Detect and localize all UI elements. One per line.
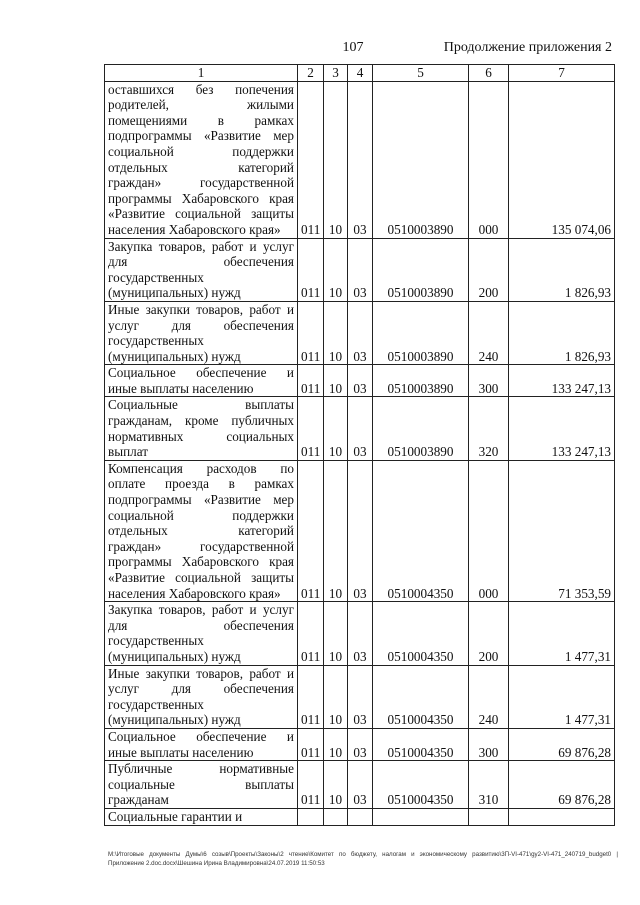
description-line: Публичные нормативные [108, 761, 294, 777]
description-line: населения Хабаровского края» [108, 585, 281, 601]
table-row [105, 81, 615, 238]
amount [509, 808, 615, 825]
amount: 1 826,93 [509, 238, 615, 301]
description-line: выплат [108, 444, 149, 460]
expense-type-code: 300 [469, 728, 509, 760]
amount: 71 353,59 [509, 460, 615, 601]
description-line: государственных [108, 333, 204, 349]
description-line: гражданам [108, 792, 169, 808]
table-row [105, 665, 615, 728]
row-description [105, 301, 298, 364]
description-line: (муниципальных) нужд [108, 285, 241, 301]
row-description [105, 397, 298, 460]
description-line: подпрограммы «Развитие мер [108, 128, 294, 144]
table-row [105, 602, 615, 665]
expense-type-code: 240 [469, 665, 509, 728]
row-description [105, 665, 298, 728]
description-line: государственных [108, 269, 204, 285]
target-article-code: 0510004350 [373, 761, 469, 809]
subsection-code: 03 [348, 365, 373, 397]
page-number: 107 [342, 40, 364, 55]
description-line: граждан» государственной [108, 538, 294, 554]
section-code: 10 [324, 602, 348, 665]
table-row [105, 808, 615, 825]
expense-type-code [469, 808, 509, 825]
row-description [105, 728, 298, 760]
ministry-code: 011 [298, 238, 324, 301]
column-header: 7 [509, 65, 615, 82]
description-line: Социальные выплаты [108, 397, 294, 413]
description-line: для обеспечения [108, 617, 294, 633]
description-line: Компенсация расходов по [108, 460, 294, 476]
description-line: родителей, жилыми [108, 97, 294, 113]
expense-type-code: 200 [469, 602, 509, 665]
amount: 1 826,93 [509, 301, 615, 364]
ministry-code [298, 808, 324, 825]
amount: 69 876,28 [509, 728, 615, 760]
ministry-code: 011 [298, 301, 324, 364]
amount: 69 876,28 [509, 761, 615, 809]
table-row [105, 761, 615, 809]
ministry-code: 011 [298, 460, 324, 601]
column-header: 3 [324, 65, 348, 82]
section-code: 10 [324, 301, 348, 364]
row-description [105, 460, 298, 601]
target-article-code: 0510003890 [373, 365, 469, 397]
subsection-code: 03 [348, 397, 373, 460]
subsection-code [348, 808, 373, 825]
description-line: Иные закупки товаров, работ и [108, 665, 294, 681]
table-body [105, 81, 615, 825]
subsection-code: 03 [348, 238, 373, 301]
description-line: Закупка товаров, работ и услуг [108, 602, 294, 618]
description-line: гражданам, кроме публичных [108, 413, 294, 429]
column-header: 5 [373, 65, 469, 82]
description-line: программы Хабаровского края [108, 190, 294, 206]
description-line: Социальные гарантии и [108, 808, 243, 824]
header-row [105, 65, 615, 82]
description-line: населения Хабаровского края» [108, 221, 281, 237]
expense-type-code: 000 [469, 460, 509, 601]
amount: 133 247,13 [509, 365, 615, 397]
subsection-code: 03 [348, 728, 373, 760]
description-line: отдельных категорий [108, 159, 294, 175]
appendix-note: Продолжение приложения 2 [443, 40, 612, 55]
target-article-code: 0510003890 [373, 238, 469, 301]
budget-table [104, 64, 615, 826]
amount: 1 477,31 [509, 665, 615, 728]
description-line: услуг для обеспечения [108, 681, 294, 697]
target-article-code [373, 808, 469, 825]
description-line: государственных [108, 696, 204, 712]
description-line: (муниципальных) нужд [108, 348, 241, 364]
column-header: 1 [105, 65, 298, 82]
expense-type-code: 240 [469, 301, 509, 364]
amount: 135 074,06 [509, 81, 615, 238]
target-article-code: 0510004350 [373, 665, 469, 728]
row-description [105, 761, 298, 809]
target-article-code: 0510004350 [373, 460, 469, 601]
table-row [105, 728, 615, 760]
description-line: Социальное обеспечение и [108, 365, 294, 381]
subsection-code: 03 [348, 665, 373, 728]
ministry-code: 011 [298, 602, 324, 665]
table-row [105, 460, 615, 601]
section-code: 10 [324, 460, 348, 601]
target-article-code: 0510003890 [373, 397, 469, 460]
table-row [105, 238, 615, 301]
subsection-code: 03 [348, 602, 373, 665]
section-code: 10 [324, 81, 348, 238]
subsection-code: 03 [348, 301, 373, 364]
target-article-code: 0510004350 [373, 728, 469, 760]
expense-type-code: 200 [469, 238, 509, 301]
column-header: 4 [348, 65, 373, 82]
row-description [105, 81, 298, 238]
section-code: 10 [324, 665, 348, 728]
section-code: 10 [324, 761, 348, 809]
description-line: нормативных социальных [108, 428, 294, 444]
description-line: социальные выплаты [108, 776, 294, 792]
description-line: граждан» государственной [108, 175, 294, 191]
ministry-code: 011 [298, 761, 324, 809]
expense-type-code: 300 [469, 365, 509, 397]
description-line: социальной поддержки [108, 143, 294, 159]
amount: 1 477,31 [509, 602, 615, 665]
expense-type-code: 310 [469, 761, 509, 809]
description-line: программы Хабаровского края [108, 554, 294, 570]
description-line: (муниципальных) нужд [108, 648, 241, 664]
description-line: «Развитие социальной защиты [108, 206, 294, 222]
section-code: 10 [324, 365, 348, 397]
column-header: 6 [469, 65, 509, 82]
description-line: подпрограммы «Развитие мер [108, 492, 294, 508]
row-description [105, 238, 298, 301]
table-row [105, 365, 615, 397]
section-code: 10 [324, 728, 348, 760]
description-line: Иные закупки товаров, работ и [108, 301, 294, 317]
ministry-code: 011 [298, 728, 324, 760]
row-description [105, 602, 298, 665]
ministry-code: 011 [298, 365, 324, 397]
description-line: (муниципальных) нужд [108, 712, 241, 728]
description-line: для обеспечения [108, 254, 294, 270]
description-line: Социальное обеспечение и [108, 728, 294, 744]
target-article-code: 0510004350 [373, 602, 469, 665]
description-line: социальной поддержки [108, 507, 294, 523]
table-row [105, 397, 615, 460]
row-description [105, 365, 298, 397]
row-description [105, 808, 298, 825]
target-article-code: 0510003890 [373, 301, 469, 364]
expense-type-code: 000 [469, 81, 509, 238]
description-line: отдельных категорий [108, 523, 294, 539]
file-path-footer: M:\Итоговые документы Думы\6 созыв\Проекты\Законы\2 чтение\Комитет по бюджету, налогам и экономическому развитию\3П-VI-471\gy2-VI-471_240719_budget0 | Приложение 2.doc.docx\Шешина Ирина Владимировна\24.07.2019 11:50:53 [108, 851, 618, 867]
table-row [105, 301, 615, 364]
description-line: услуг для обеспечения [108, 317, 294, 333]
target-article-code: 0510003890 [373, 81, 469, 238]
amount: 133 247,13 [509, 397, 615, 460]
subsection-code: 03 [348, 460, 373, 601]
section-code: 10 [324, 397, 348, 460]
description-line: помещениями в рамках [108, 112, 294, 128]
subsection-code: 03 [348, 81, 373, 238]
description-line: иные выплаты населению [108, 744, 254, 760]
description-line: оставшихся без попечения [108, 81, 294, 97]
description-line: государственных [108, 633, 204, 649]
description-line: оплате проезда в рамках [108, 476, 294, 492]
ministry-code: 011 [298, 665, 324, 728]
ministry-code: 011 [298, 81, 324, 238]
column-header: 2 [298, 65, 324, 82]
description-line: иные выплаты населению [108, 380, 254, 396]
section-code [324, 808, 348, 825]
expense-type-code: 320 [469, 397, 509, 460]
ministry-code: 011 [298, 397, 324, 460]
subsection-code: 03 [348, 761, 373, 809]
description-line: «Развитие социальной защиты [108, 570, 294, 585]
section-code: 10 [324, 238, 348, 301]
description-line: Закупка товаров, работ и услуг [108, 238, 294, 254]
